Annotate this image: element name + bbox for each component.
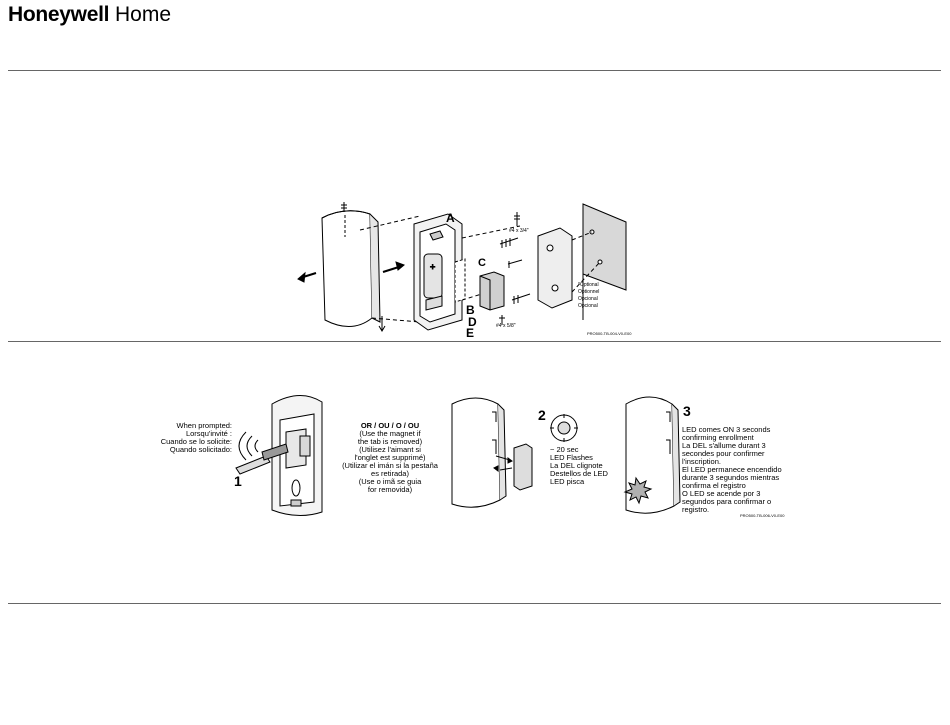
step3-line: secondes pour confirmer [682, 449, 765, 458]
svg-text:+: + [430, 262, 436, 272]
or-note-line: es retirada) [371, 469, 409, 478]
step3-line: O LED se acende por 3 [682, 489, 761, 498]
callout-d: D [468, 315, 477, 329]
step3-line: registro. [682, 505, 710, 514]
step3-line: segundos para confirmar o [682, 497, 772, 506]
screw-size-top: #4 x 3/4" [509, 228, 529, 234]
callout-a: A [446, 211, 455, 225]
step3-line: LED comes ON 3 seconds [682, 425, 771, 434]
step2-line: LED Flashes [550, 453, 593, 462]
sensor-closed [452, 398, 500, 507]
step3-line: confirming enrollment [682, 433, 754, 442]
optional-label: Optionnel [578, 289, 600, 295]
callout-b: B [466, 303, 475, 317]
step3-line: confirma el registro [682, 481, 746, 490]
callout-e: E [466, 326, 475, 340]
step2-line: Destellos de LED [550, 469, 608, 478]
or-note-line: (Use o imã se guia [358, 477, 422, 486]
step3-line: l'inscription. [682, 457, 721, 466]
step3-line: La DEL s'allume durant 3 [682, 441, 766, 450]
step1-prompt: Lorsqu'invité : [185, 429, 232, 438]
step1-number: 1 [234, 473, 242, 489]
step3-line: El LED permanece encendido [682, 465, 782, 474]
step1-prompt: Cuando se lo solicite: [160, 437, 232, 446]
step3-line: durante 3 segundos mientras [682, 473, 780, 482]
step1-prompt: When prompted: [176, 421, 232, 430]
or-note-line: (Use the magnet if [359, 429, 421, 438]
callout-c: C [478, 257, 486, 269]
step1-prompt: Quando solicitado: [169, 445, 232, 454]
or-note-line: for removida) [367, 485, 413, 494]
or-note-line: OR / OU / O / OU [360, 421, 420, 430]
step2-number: 2 [538, 407, 546, 423]
step2-duration: ~ 20 sec [550, 445, 579, 454]
or-note-line: (Utilisez l'aimant si [359, 445, 421, 454]
brand-regular: Home [109, 3, 172, 26]
magnet [514, 444, 532, 490]
step2-line: La DEL clignote [550, 461, 603, 470]
or-note-line: l'onglet est supprimé) [354, 453, 426, 462]
step2-line: LED pisca [550, 477, 585, 486]
signal-arcs-icon [239, 432, 258, 460]
or-note-line: (Utilizar el imán si la pestaña [342, 461, 438, 470]
optional-label: Opcional [578, 303, 598, 309]
optional-label: *Optional [578, 282, 599, 288]
brand-bold: Honeywell [8, 3, 110, 26]
figure-code: PRO500-TB-004-V0-E00 [587, 331, 632, 336]
step3-number: 3 [683, 403, 691, 419]
optional-label: Opcional [578, 296, 598, 302]
figure-code: PRO500-TB-006-V0-E00 [740, 513, 785, 518]
or-note-line: the tab is removed) [357, 437, 423, 446]
or-note [342, 421, 439, 494]
screw-size-bottom: #4 x 5/8" [496, 323, 516, 329]
